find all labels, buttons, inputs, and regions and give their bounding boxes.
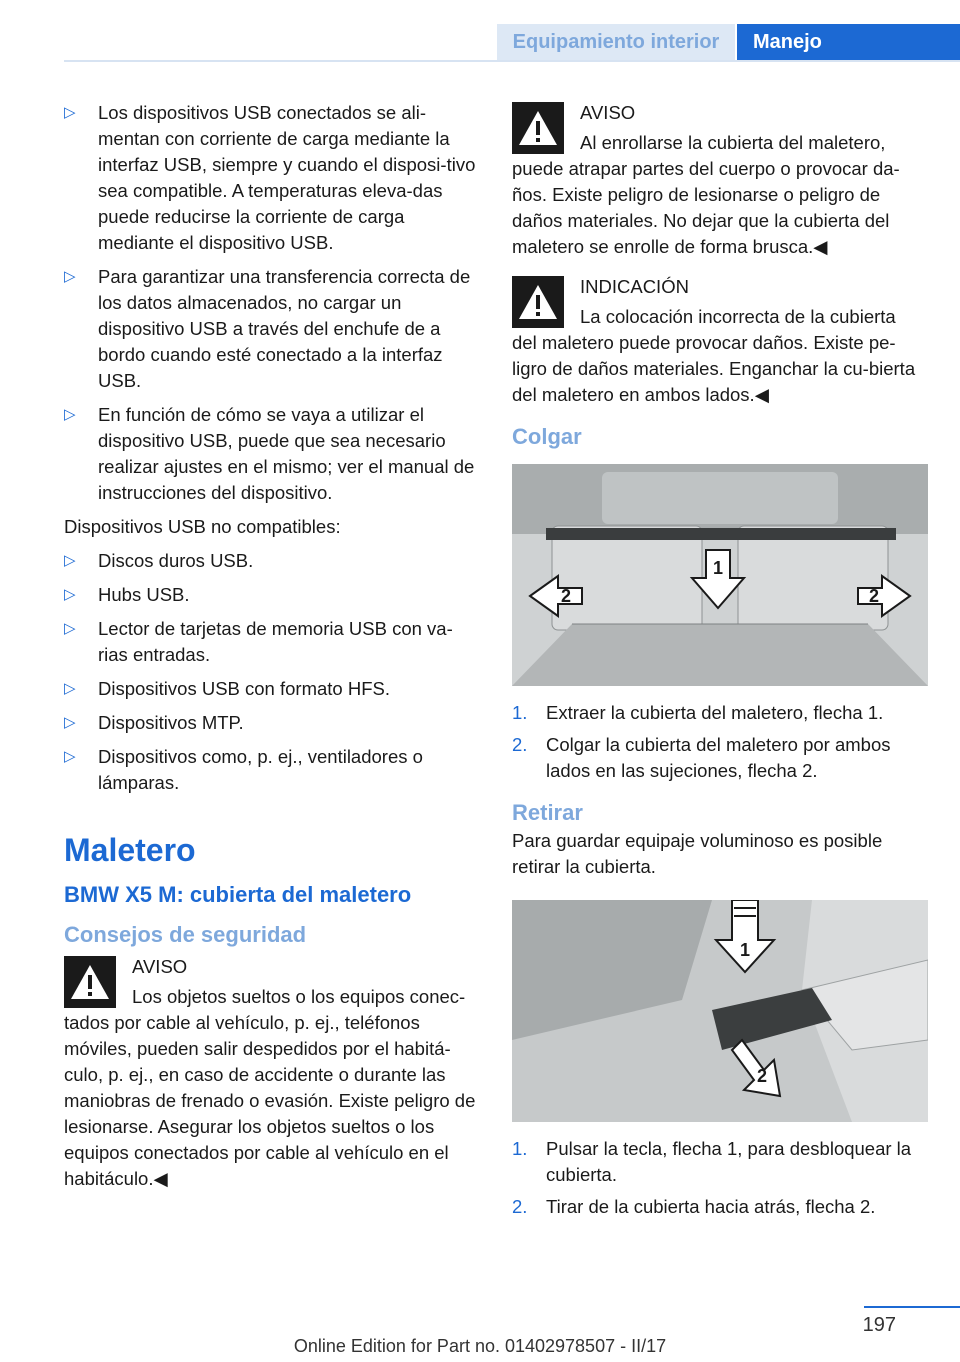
list-item xyxy=(64,548,478,574)
warning-text: tados por cable al vehículo, p. ej., teléfonos móviles, pueden salir despedidos por el habitá-culo, p. ej., en caso de accidente o durante las maniobras de frenado o evasión. Existe peligro de lesionarse. Asegurar los objetos sueltos o los equipos conectados por cable al vehículo en el habitáculo.◀ xyxy=(64,1012,476,1189)
notice-text-first: La colocación incorrecta de la cubierta xyxy=(580,306,896,327)
step-number: 1. xyxy=(512,1138,528,1159)
notice-block xyxy=(512,274,928,408)
list-item xyxy=(512,700,928,726)
list-item xyxy=(64,616,478,668)
bullet-text: Dispositivos como, p. ej., ventiladores o lámparas. xyxy=(98,746,423,793)
triangle-bullet-icon: ▷ xyxy=(64,620,76,637)
list-item xyxy=(64,582,478,608)
list-item xyxy=(512,732,928,784)
bullet-text: Dispositivos MTP. xyxy=(98,712,244,733)
arrow-1-label: 1 xyxy=(739,940,751,960)
bullet-text: Lector de tarjetas de memoria USB con va-rias entradas. xyxy=(98,618,453,665)
bullet-text: Los dispositivos USB conectados se ali-mentan con corriente de carga mediante la interfaz USB, siempre y cuando el disposi-tivo sea compatible. A temperaturas eleva-das puede reducirse la corriente de carga mediante el dispositivo USB. xyxy=(98,102,476,253)
step-number: 2. xyxy=(512,734,528,755)
triangle-bullet-icon: ▷ xyxy=(64,268,76,285)
notice-label: INDICACIÓN xyxy=(580,276,689,297)
triangle-bullet-icon: ▷ xyxy=(64,714,76,731)
list-item xyxy=(64,100,478,256)
warning-label: AVISO xyxy=(132,956,188,977)
warning-text-first: Los objetos sueltos o los equipos conec- xyxy=(132,986,466,1007)
warning-block xyxy=(64,954,478,1192)
step-text: Colgar la cubierta del maletero por ambos lados en las sujeciones, flecha 2. xyxy=(546,734,891,781)
list-item xyxy=(64,402,478,506)
bullet-text: Dispositivos USB con formato HFS. xyxy=(98,678,390,699)
arrow-2-label: 2 xyxy=(756,1066,768,1086)
warning-triangle-icon xyxy=(64,956,116,1008)
page-number: 197 xyxy=(862,1314,896,1336)
header-rule xyxy=(64,60,960,62)
trunk-cover-remove-figure xyxy=(512,900,928,1122)
warning-text-first: Al enrollarse la cubierta del maletero, xyxy=(580,132,886,153)
bullet-text: En función de cómo se vaya a utilizar el dispositivo USB, puede que sea necesario realizar ajustes en el mismo; ver el manual de instrucciones del dispositivo. xyxy=(98,404,475,503)
arrow-2-right-label: 2 xyxy=(868,586,880,606)
bullet-text: Discos duros USB. xyxy=(98,550,254,571)
subsection-heading: BMW X5 M: cubierta del maletero xyxy=(64,882,412,907)
warning-triangle-icon xyxy=(512,276,564,328)
trunk-cover-hang-figure xyxy=(512,464,928,686)
step-number: 1. xyxy=(512,702,528,723)
triangle-bullet-icon: ▷ xyxy=(64,104,76,121)
incompatible-intro: Dispositivos USB no compatibles: xyxy=(64,516,341,537)
step-text: Pulsar la tecla, flecha 1, para desbloquear la cubierta. xyxy=(546,1138,912,1185)
footer-edition: Online Edition for Part no. 01402978507 - II/17 xyxy=(293,1336,667,1356)
list-item xyxy=(512,1194,928,1220)
header-section-tab[interactable]: Equipamiento interior xyxy=(497,24,735,60)
triangle-bullet-icon: ▷ xyxy=(64,680,76,697)
bullet-text: Hubs USB. xyxy=(98,584,190,605)
left-column xyxy=(64,100,478,1206)
arrow-2-left-label: 2 xyxy=(560,586,572,606)
triangle-bullet-icon: ▷ xyxy=(64,552,76,569)
step-text: Extraer la cubierta del maletero, flecha 1. xyxy=(546,702,884,723)
warning-text: puede atrapar partes del cuerpo o provocar da-ños. Existe peligro de lesionarse o peligro de daños materiales. No dejar que la cubierta del maletero se enrolle de forma brusca.◀ xyxy=(512,158,900,257)
header-chapter-tab[interactable]: Manejo xyxy=(737,24,960,60)
list-item xyxy=(64,264,478,394)
step-number: 2. xyxy=(512,1196,528,1217)
triangle-bullet-icon: ▷ xyxy=(64,748,76,765)
warning-label: AVISO xyxy=(580,102,636,123)
section-heading: Maletero xyxy=(64,832,196,868)
step-text: Tirar de la cubierta hacia atrás, flecha 2. xyxy=(546,1196,876,1217)
right-column xyxy=(512,100,928,1226)
retirar-intro: Para guardar equipaje voluminoso es posible retirar la cubierta. xyxy=(512,830,883,877)
triangle-bullet-icon: ▷ xyxy=(64,406,76,423)
bullet-text: Para garantizar una transferencia correcta de los datos almacenados, no cargar un dispositivo USB a través del enchufe de a bordo cuando esté conectado a la interfaz USB. xyxy=(98,266,471,391)
notice-text: del maletero puede provocar daños. Existe pe-ligro de daños materiales. Enganchar la cu-bierta del maletero en ambos lados.◀ xyxy=(512,332,916,405)
warning-triangle-icon xyxy=(512,102,564,154)
retirar-heading: Retirar xyxy=(512,800,583,825)
warning-block xyxy=(512,100,928,260)
safety-heading: Consejos de seguridad xyxy=(64,922,307,947)
footer-rule xyxy=(0,1306,960,1308)
list-item xyxy=(512,1136,928,1188)
colgar-heading: Colgar xyxy=(512,424,582,449)
list-item xyxy=(64,676,478,702)
list-item xyxy=(64,710,478,736)
list-item xyxy=(64,744,478,796)
triangle-bullet-icon: ▷ xyxy=(64,586,76,603)
arrow-1-label: 1 xyxy=(712,558,724,578)
